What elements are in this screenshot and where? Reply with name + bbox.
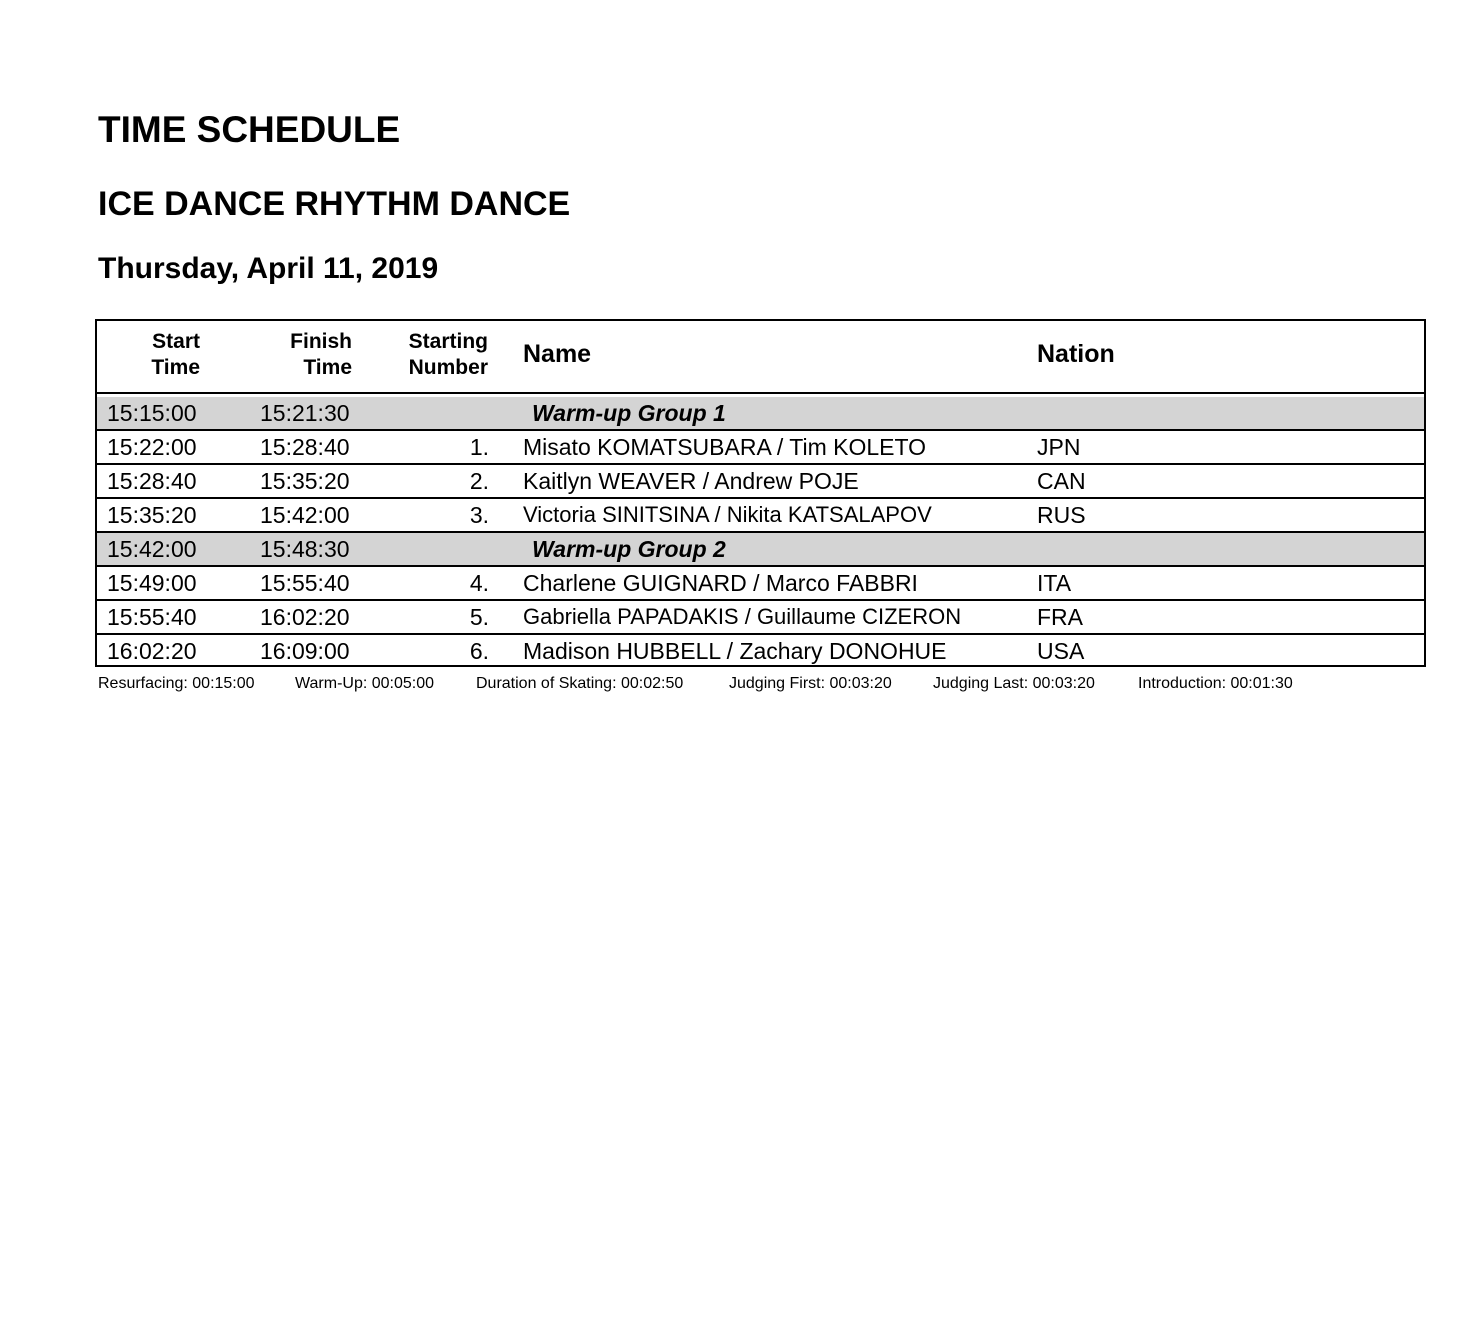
warmup-duration: Warm-Up: 00:05:00 [295, 675, 435, 692]
warmup-group-label: Warm-up Group 2 [532, 536, 726, 562]
timing-footer [98, 674, 1398, 694]
skater-names: Charlene GUIGNARD / Marco FABBRI [523, 570, 918, 596]
starting-number: 3. [469, 502, 489, 528]
skater-names: Misato KOMATSUBARA / Tim KOLETO [523, 434, 927, 460]
header-start-line2: Time [151, 356, 200, 379]
header-number-line2: Number [408, 356, 488, 379]
start-time: 15:55:40 [107, 604, 197, 630]
header-finish-line1: Finish [290, 330, 352, 353]
table-row [97, 601, 1424, 635]
finish-time: 16:02:20 [260, 604, 350, 630]
warmup-group-label: Warm-up Group 1 [532, 400, 726, 426]
starting-number: 1. [469, 434, 489, 460]
start-time: 15:49:00 [107, 570, 197, 596]
starting-number: 5. [469, 604, 489, 630]
nation-code: CAN [1037, 468, 1086, 494]
finish-time: 15:28:40 [260, 434, 350, 460]
skater-names: Victoria SINITSINA / Nikita KATSALAPOV [523, 502, 932, 527]
header-finish-line2: Time [303, 356, 352, 379]
header-nation: Nation [1037, 340, 1115, 368]
nation-code: RUS [1037, 502, 1086, 528]
skater-names: Madison HUBBELL / Zachary DONOHUE [523, 638, 947, 664]
header-name: Name [523, 340, 592, 368]
start-time: 15:42:00 [107, 536, 197, 562]
header-starting-number [387, 329, 488, 381]
finish-time: 15:42:00 [260, 502, 350, 528]
table-row [97, 465, 1424, 499]
skater-names: Kaitlyn WEAVER / Andrew POJE [523, 468, 859, 494]
finish-time: 15:35:20 [260, 468, 350, 494]
starting-number: 2. [469, 468, 489, 494]
event-subtitle: ICE DANCE RHYTHM DANCE [98, 185, 571, 223]
starting-number: 6. [469, 638, 489, 664]
header-start-time [97, 329, 200, 381]
table-header [97, 321, 1424, 394]
judging-last-duration: Judging Last: 00:03:20 [933, 675, 1095, 692]
warmup-group-row [97, 533, 1424, 567]
table-row [97, 499, 1424, 533]
start-time: 16:02:20 [107, 638, 197, 664]
finish-time: 15:21:30 [260, 400, 350, 426]
starting-number: 4. [469, 570, 489, 596]
table-row [97, 431, 1424, 465]
header-number-line1: Starting [408, 330, 488, 353]
table-row [97, 635, 1424, 669]
nation-code: FRA [1037, 604, 1083, 630]
finish-time: 15:48:30 [260, 536, 350, 562]
page-title: TIME SCHEDULE [98, 109, 401, 150]
introduction-duration: Introduction: 00:01:30 [1138, 675, 1293, 692]
start-time: 15:15:00 [107, 400, 197, 426]
event-date: Thursday, April 11, 2019 [98, 252, 439, 285]
start-time: 15:22:00 [107, 434, 197, 460]
nation-code: JPN [1037, 434, 1081, 460]
nation-code: USA [1037, 638, 1085, 664]
skating-duration: Duration of Skating: 00:02:50 [476, 675, 684, 692]
table-row [97, 567, 1424, 601]
header-start-line1: Start [152, 330, 200, 353]
header-finish-time [247, 329, 352, 381]
resurfacing-duration: Resurfacing: 00:15:00 [98, 675, 255, 692]
judging-first-duration: Judging First: 00:03:20 [729, 675, 892, 692]
warmup-group-row [97, 397, 1424, 431]
finish-time: 15:55:40 [260, 570, 350, 596]
skater-names: Gabriella PAPADAKIS / Guillaume CIZERON [523, 604, 962, 629]
start-time: 15:35:20 [107, 502, 197, 528]
start-time: 15:28:40 [107, 468, 197, 494]
finish-time: 16:09:00 [260, 638, 350, 664]
schedule-table [95, 319, 1426, 667]
nation-code: ITA [1037, 570, 1072, 596]
